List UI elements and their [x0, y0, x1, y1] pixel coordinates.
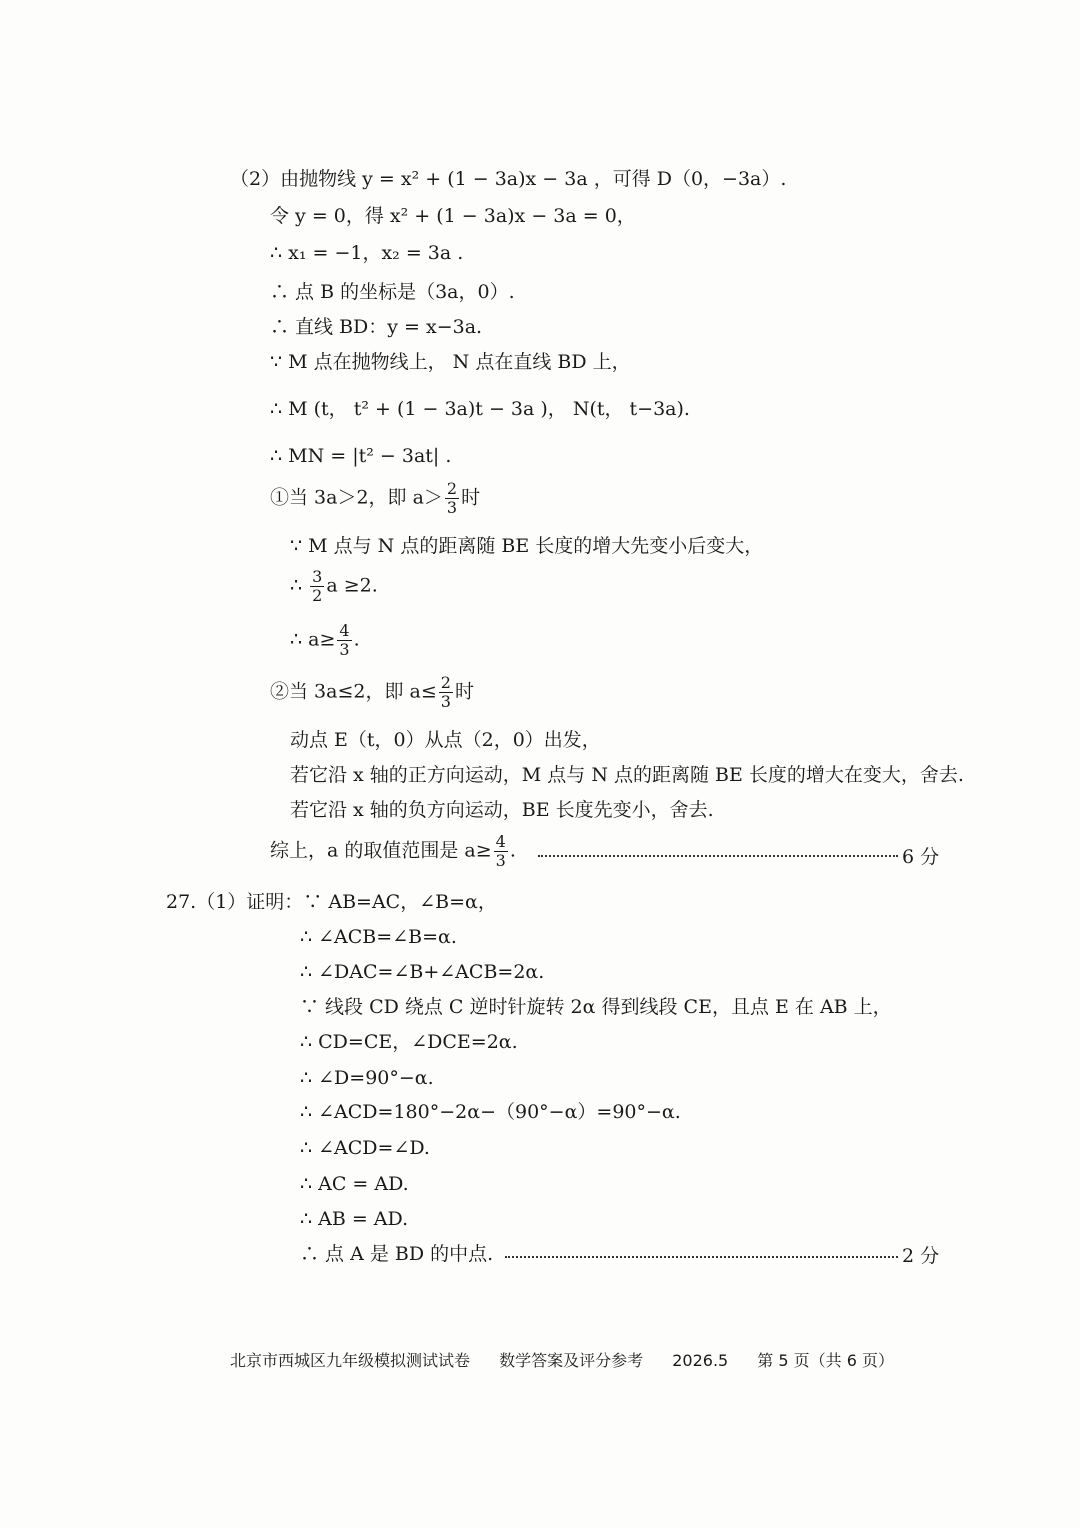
- case2-den: 3: [440, 692, 451, 711]
- s2-line-3: ∴ x₁ = −1，x₂ = 3a .: [270, 242, 464, 264]
- case1-l3-suffix: .: [353, 628, 360, 651]
- case1-l2-den: 2: [312, 586, 323, 605]
- case1-fraction: [445, 480, 459, 517]
- case1-l3-num: 4: [339, 621, 350, 640]
- case1-l2-fraction: [310, 568, 324, 605]
- s27-line-2: ∴ ∠ACB=∠B=α.: [300, 926, 457, 948]
- s2-line-7: ∴ M (t， t² + (1 − 3a)t − 3a )， N(t， t−3a).: [270, 398, 690, 420]
- case1-l3-fraction: [337, 622, 351, 659]
- case2-num: 2: [440, 673, 451, 692]
- case1-l2-num: 3: [312, 567, 323, 586]
- case1-suffix: 时: [461, 486, 481, 509]
- footer-school: 北京市西城区九年级模拟测试试卷: [230, 1351, 471, 1370]
- s27-line-9: ∴ AC = AD.: [300, 1173, 409, 1195]
- s27-leader-dots: [505, 1256, 898, 1258]
- page-footer: [230, 1348, 918, 1371]
- case2-suffix: 时: [454, 680, 474, 703]
- s27-score: 2 分: [902, 1245, 940, 1267]
- case1-line-3: [290, 622, 360, 659]
- case1-num: 2: [446, 479, 458, 498]
- s2-line-4: ∴ 点 B 的坐标是（3a，0）.: [270, 281, 515, 303]
- s27-line-7: ∴ ∠ACD=180°−2α−（90°−α）=90°−α.: [300, 1101, 681, 1123]
- s27-line-5: ∴ CD=CE，∠DCE=2α.: [300, 1031, 518, 1053]
- case2-fraction: [439, 674, 453, 711]
- case1-l3-prefix: ∴ a≥: [290, 628, 336, 651]
- summary-line: [270, 833, 516, 870]
- case2-line-1: 动点 E（t，0）从点（2，0）出发，: [290, 729, 601, 751]
- case1-den: 3: [446, 498, 458, 517]
- s2-line-1: （2）由抛物线 y = x² + (1 − 3a)x − 3a ，可得 D（0，−3a）.: [230, 168, 787, 190]
- summary-suffix: .: [509, 839, 516, 862]
- case2-line-2: 若它沿 x 轴的正方向运动，M 点与 N 点的距离随 BE 长度的增大在变大，舍去.: [290, 764, 964, 786]
- summary-prefix: 综上，a 的取值范围是 a≥: [270, 839, 492, 862]
- case1-line: [270, 480, 480, 517]
- s27-line-10: ∴ AB = AD.: [300, 1208, 409, 1230]
- footer-page: 第 5 页（共 6 页）: [757, 1351, 895, 1370]
- case1-l2-suffix: a ≥2.: [326, 574, 378, 597]
- case1-prefix: ①当 3a＞2，即 a＞: [270, 486, 443, 509]
- s2-line-2: 令 y = 0，得 x² + (1 − 3a)x − 3a = 0，: [270, 205, 636, 227]
- case1-l3-den: 3: [339, 640, 350, 659]
- case2-line-3: 若它沿 x 轴的负方向运动，BE 长度先变小，舍去.: [290, 799, 714, 821]
- s2-line-8: ∴ MN = |t² − 3at| .: [270, 445, 452, 467]
- footer-date: 2026.5: [672, 1351, 729, 1370]
- summary-leader-dots: [538, 855, 898, 857]
- summary-den: 3: [495, 851, 506, 870]
- s27-line-1: 27.（1）证明：∵ AB=AC，∠B=α，: [166, 891, 497, 913]
- case1-line-2: [290, 568, 378, 605]
- s27-line-11: ∴ 点 A 是 BD 的中点.: [300, 1243, 494, 1265]
- case1-line-1: ∵ M 点与 N 点的距离随 BE 长度的增大先变小后变大，: [290, 535, 764, 557]
- s27-line-3: ∴ ∠DAC=∠B+∠ACB=2α.: [300, 961, 545, 983]
- s27-line-8: ∴ ∠ACD=∠D.: [300, 1137, 430, 1159]
- case1-l2-prefix: ∴: [290, 574, 309, 597]
- summary-fraction: [494, 833, 508, 870]
- footer-subject: 数学答案及评分参考: [499, 1351, 644, 1370]
- s27-line-4: ∵ 线段 CD 绕点 C 逆时针旋转 2α 得到线段 CE，且点 E 在 AB 上，: [300, 996, 892, 1018]
- s27-line-6: ∴ ∠D=90°−α.: [300, 1067, 434, 1089]
- s2-line-6: ∵ M 点在抛物线上， N 点在直线 BD 上，: [270, 351, 631, 373]
- case2-prefix: ②当 3a≤2，即 a≤: [270, 680, 437, 703]
- s2-line-5: ∴ 直线 BD：y = x−3a.: [270, 316, 483, 338]
- summary-num: 4: [495, 832, 506, 851]
- summary-score: 6 分: [902, 846, 940, 868]
- case2-line: [270, 674, 474, 711]
